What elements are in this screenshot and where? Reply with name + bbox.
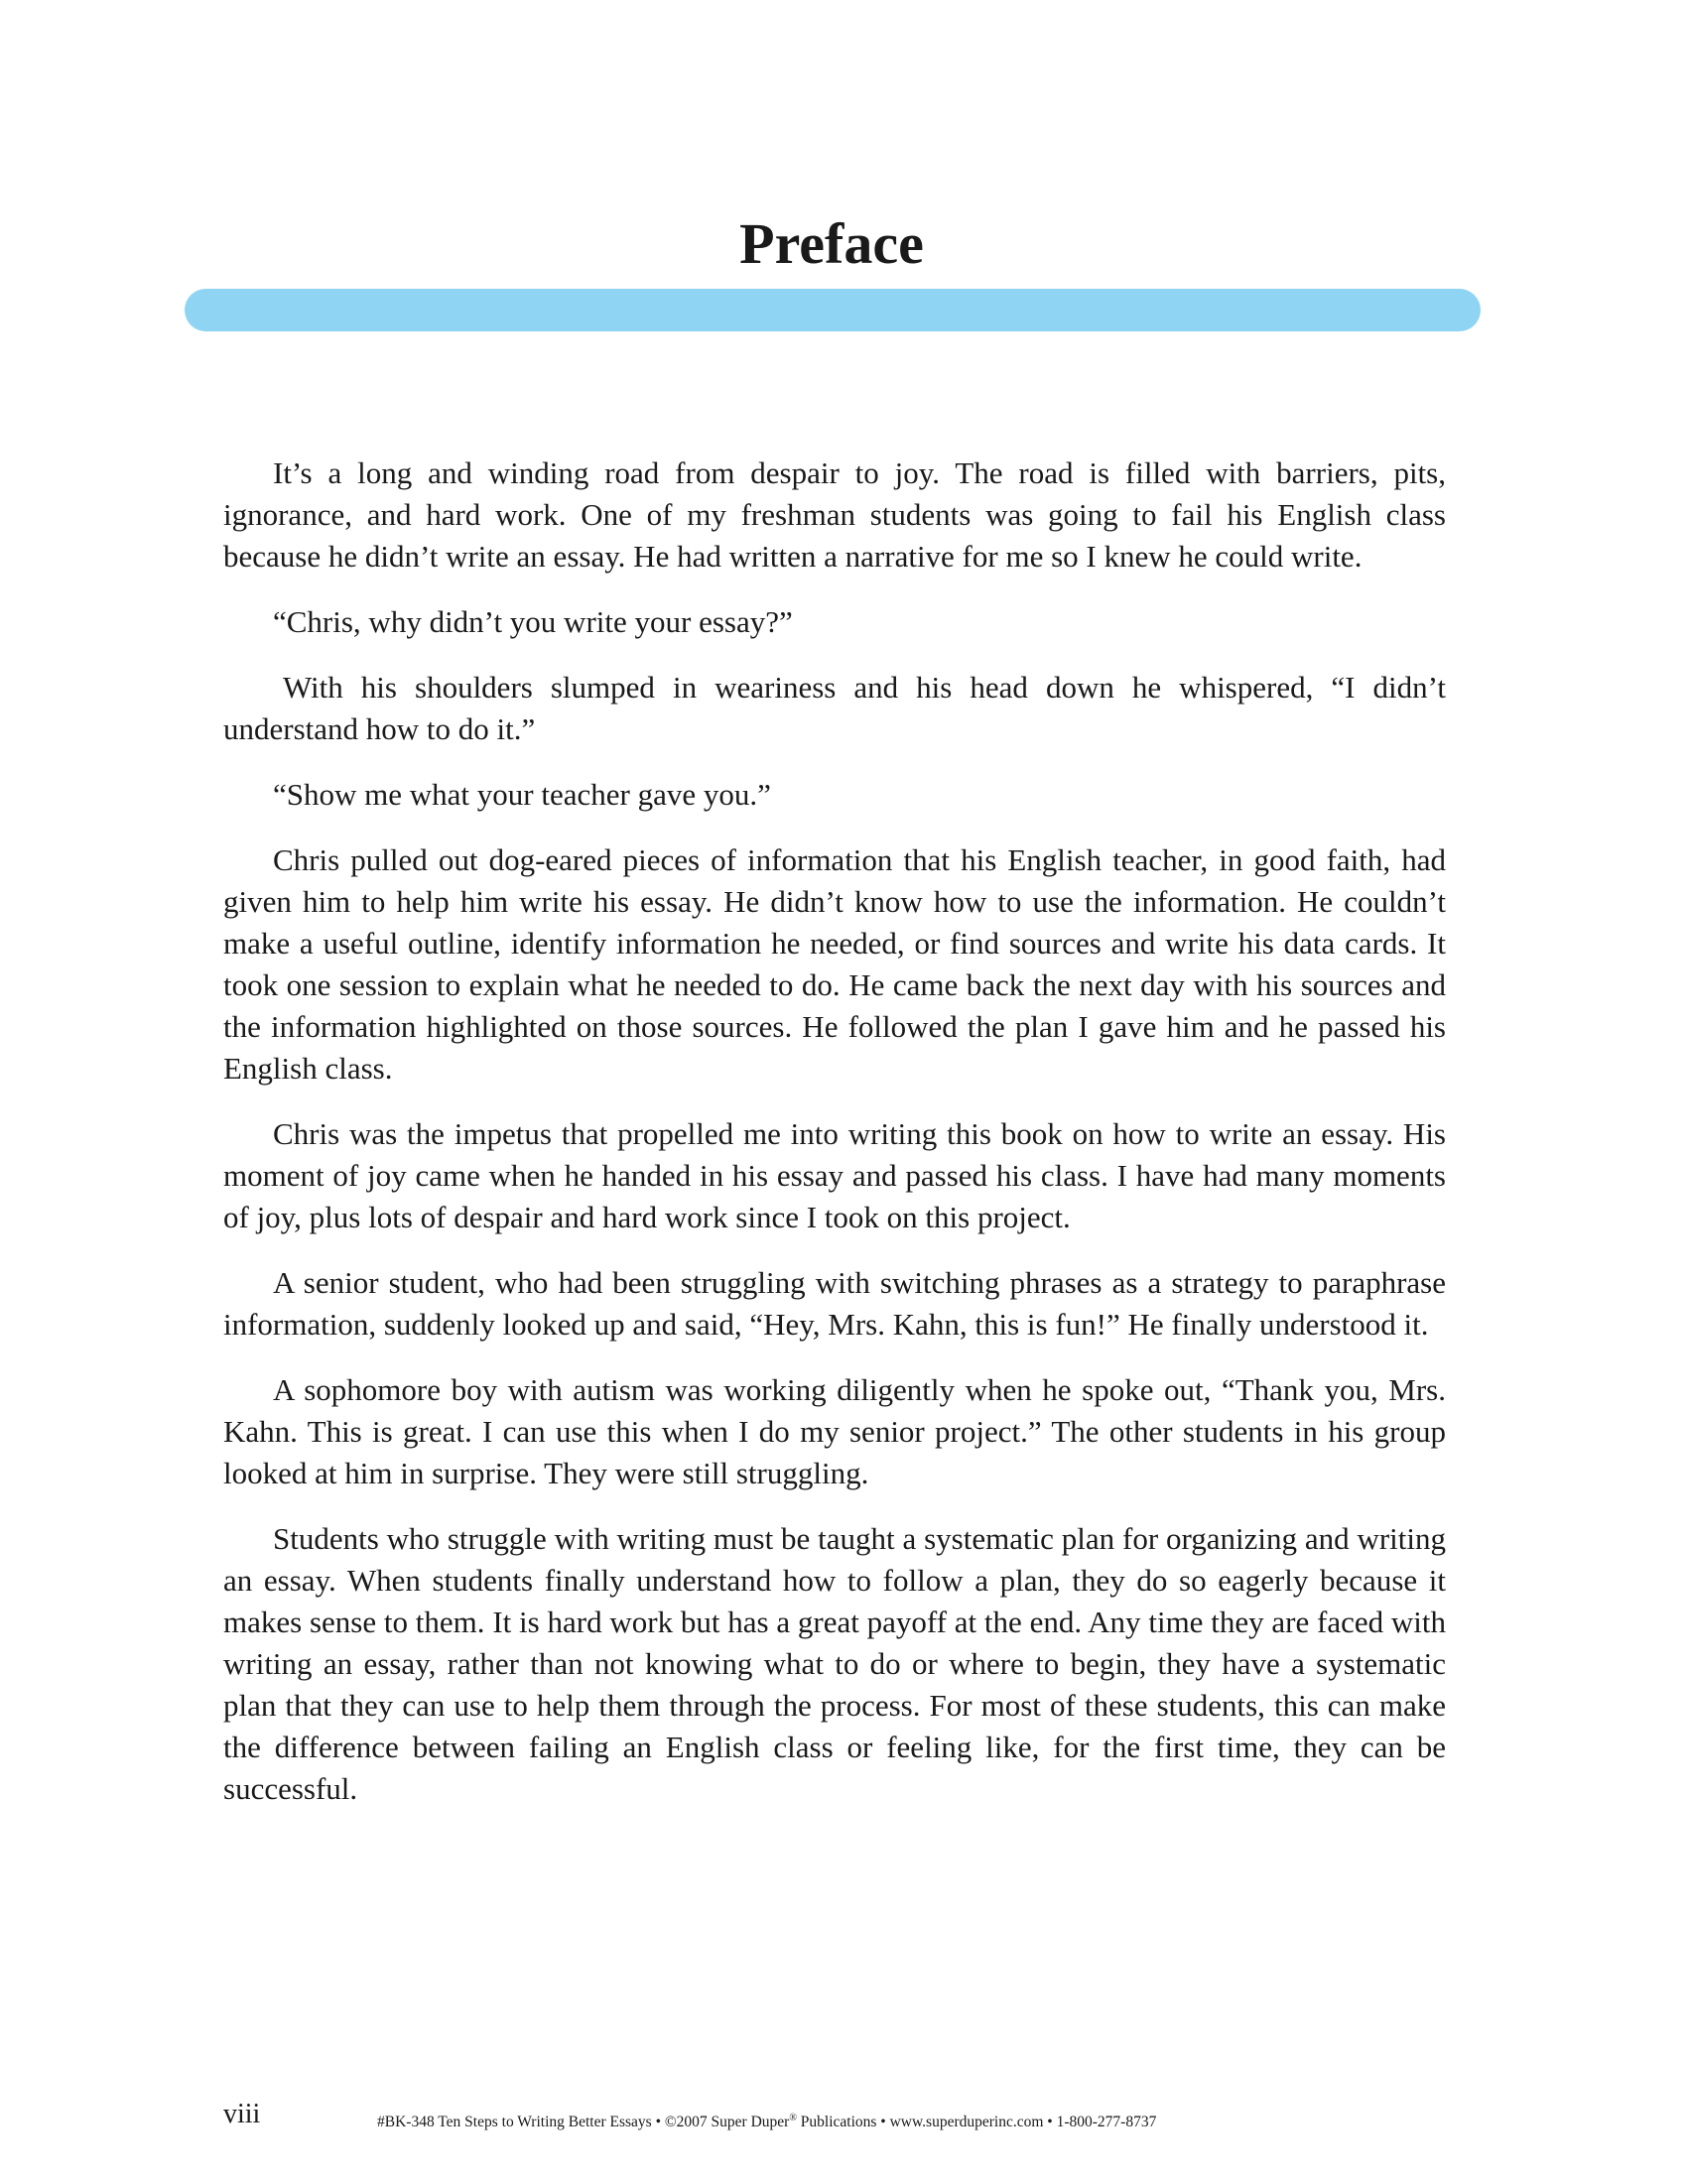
paragraph-conclusion: Students who struggle with writing must be taught a systematic plan for organizing and writing an essay. When students finally understand how to follow a plan, they do so eagerly because it makes sense to them. It is hard work but has a great payoff at the end. Any time they are faced with writing an essay, rather than not knowing what to do or where to begin, they have a systematic plan that they can use to help them through the process. For most of these students, this can make the difference between failing an English class or feeling like, for the first time, they can be successful. (223, 1521, 1446, 1806)
preface-body (223, 452, 1446, 1834)
title-divider-bar (185, 289, 1481, 331)
paragraph-impetus: Chris was the impetus that propelled me into writing this book on how to write an essay. His moment of joy came when he handed in his essay and passed his class. I have had many moments of joy, plus lots of despair and hard work since I took on this project. (223, 1116, 1446, 1234)
paragraph-senior-student: A senior student, who had been struggling with switching phrases as a strategy to paraphrase information, suddenly looked up and said, “Hey, Mrs. Kahn, this is fun!” He finally understood it. (223, 1265, 1446, 1342)
page-title: Preface (739, 211, 924, 276)
footer-text-end: Publications • www.superduperinc.com • 1-800-277-8737 (796, 2114, 1157, 2130)
paragraph-question: “Chris, why didn’t you write your essay?” (273, 604, 793, 639)
paragraph-chris-story: Chris pulled out dog-eared pieces of information that his English teacher, in good faith, had given him to help him write his essay. He didn’t know how to use the information. He couldn’t make a useful outline, identify information he needed, or find sources and write his data cards. It took one session to explain what he needed to do. He came back the next day with his sources and the information highlighted on those sources. He followed the plan I gave him and he passed his English class. (223, 842, 1446, 1086)
registered-mark: ® (789, 2112, 797, 2123)
paragraph-sophomore-student: A sophomore boy with autism was working diligently when he spoke out, “Thank you, Mrs. Kahn. This is great. I can use this when I do my senior project.” The other students in his group looked at him in surprise. They were still struggling. (223, 1372, 1446, 1490)
paragraph-reply: With his shoulders slumped in weariness and his head down he whispered, “I didn’t understand how to do it.” (223, 670, 1446, 746)
paragraph-request: “Show me what your teacher gave you.” (273, 777, 771, 812)
paragraph-intro: It’s a long and winding road from despair to joy. The road is filled with barriers, pits, ignorance, and hard work. One of my freshman students was going to fail his English class because he didn’t write an essay. He had written a narrative for me so I knew he could write. (223, 455, 1446, 574)
page-number: viii (223, 2099, 261, 2129)
footer-publication-info (377, 2112, 1156, 2133)
footer-text-start: #BK-348 Ten Steps to Writing Better Essays • ©2007 Super Duper (377, 2114, 790, 2130)
